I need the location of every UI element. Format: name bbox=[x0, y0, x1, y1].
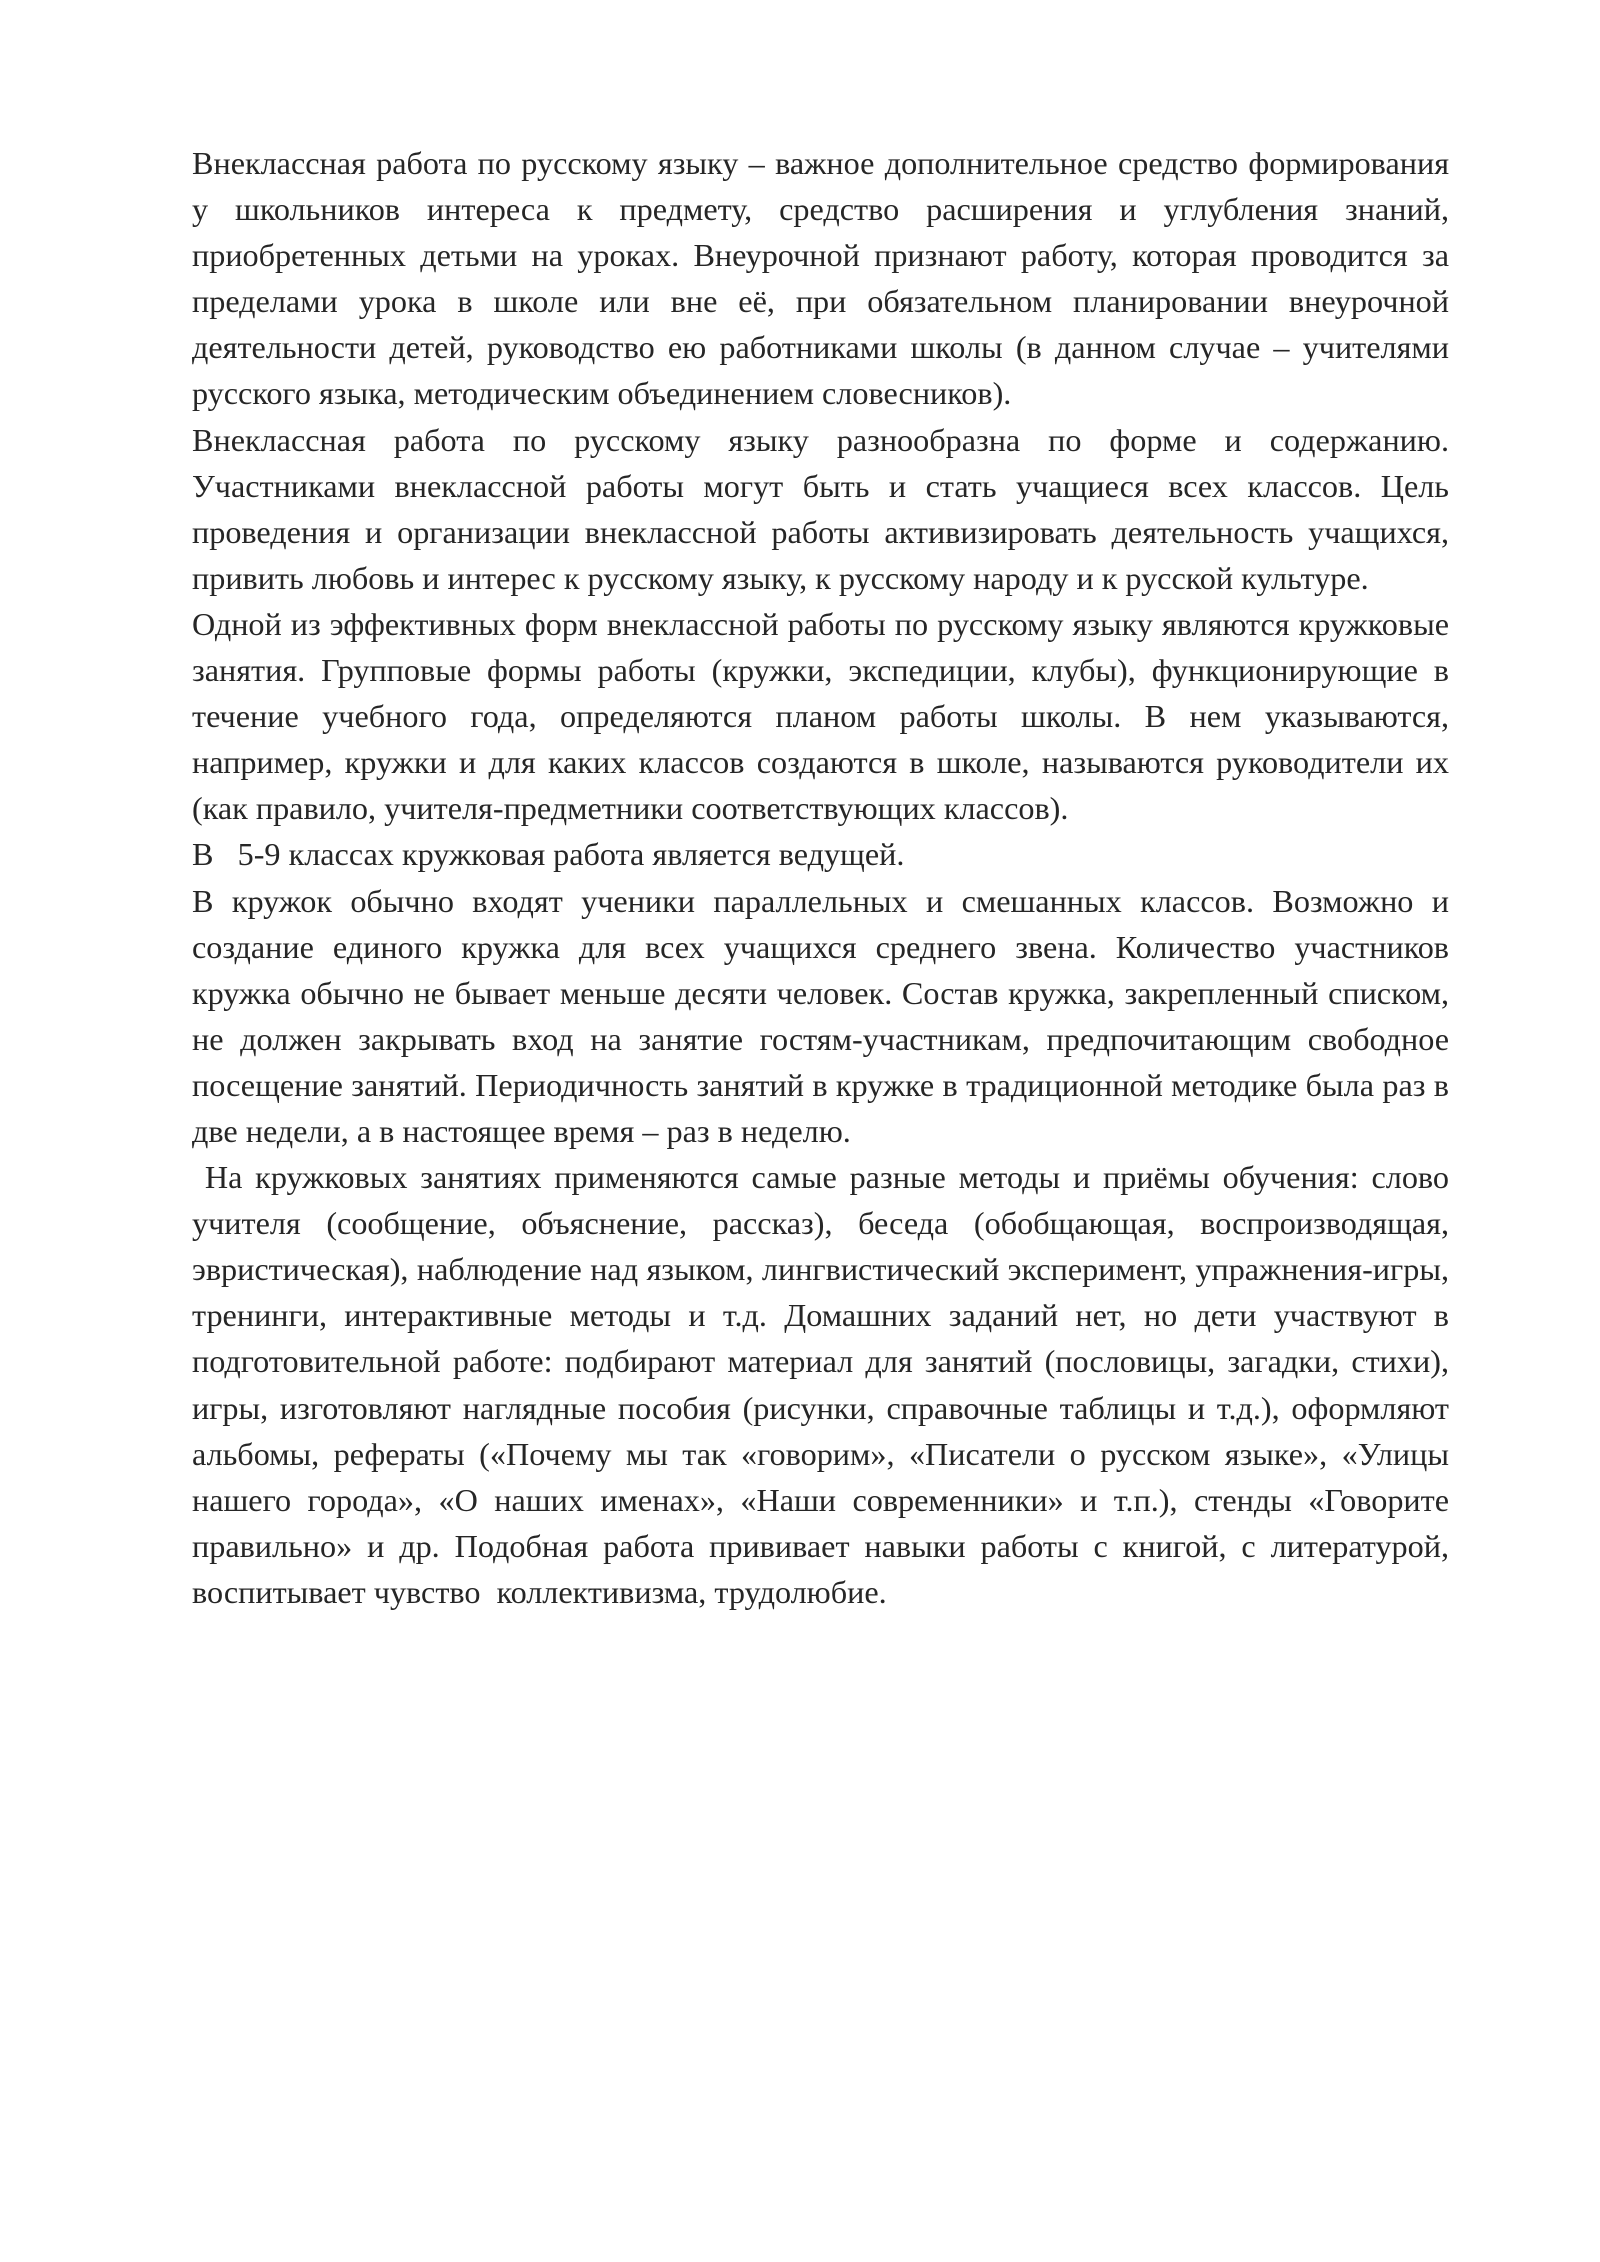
paragraph-methods: На кружковых занятиях применяются самые разные методы и приёмы обучения: слово учителя (сообщение, объяснение, рассказ), беседа (обобщающая, воспроизводящая, эвристическая), наблюдение над языком, лингвистический эксперимент, упражнения-игры, тренинги, интерактивные методы и т.д. Домашних заданий нет, но дети участвуют в подготовительной работе: подбирают материал для занятий (пословицы, загадки, стихи), игры, изготовляют наглядные пособия (рисунки, справочные таблицы и т.д.), оформляют альбомы, рефераты («Почему мы так «говорим», «Писатели о русском языке», «Улицы нашего города», «О наших именах», «Наши современники» и т.п.), стенды «Говорите правильно» и др. Подобная работа прививает навыки работы с книгой, с литературой, воспитывает чувство коллективизма, трудолюбие. bbox=[192, 1159, 1458, 1610]
document-body bbox=[192, 140, 1458, 1615]
paragraph-intro: Внеклассная работа по русскому языку – важное дополнительное средство формирования у школьников интереса к предмету, средство расширения и углубления знаний, приобретенных детьми на уроках. Внеурочной признают работу, которая проводится за пределами урока в школе или вне её, при обязательном планировании внеурочной деятельности детей, руководство ею работниками школы (в данном случае – учителями русского языка, методическим объединением словесников). bbox=[192, 145, 1449, 412]
paragraph-forms: Внеклассная работа по русскому языку разнообразна по форме и содержанию. Участниками внеклассной работы могут быть и стать учащиеся всех классов. Цель проведения и организации внеклассной работы активизировать деятельность учащихся, привить любовь и интерес к русскому языку, к русскому народу и к русской культуре. bbox=[192, 421, 1449, 596]
paragraph-grades: В 5-9 классах кружковая работа является ведущей. bbox=[192, 836, 905, 873]
paragraph-membership: В кружок обычно входят ученики параллельных и смешанных классов. Возможно и создание единого кружка для всех учащихся среднего звена. Количество участников кружка обычно не бывает меньше десяти человек. Состав кружка, закрепленный списком, не должен закрывать вход на занятие гостям-участникам, предпочитающим свободное посещение занятий. Периодичность занятий в кружке в традиционной методике была раз в две недели, а в настоящее время – раз в неделю. bbox=[192, 882, 1449, 1149]
paragraph-clubs: Одной из эффективных форм внеклассной работы по русскому языку являются кружковые занятия. Групповые формы работы (кружки, экспедиции, клубы), функционирующие в течение учебного года, определяются планом работы школы. В нем указываются, например, кружки и для каких классов создаются в школе, называются руководители их (как правило, учителя-предметники соответствующих классов). bbox=[192, 605, 1449, 827]
